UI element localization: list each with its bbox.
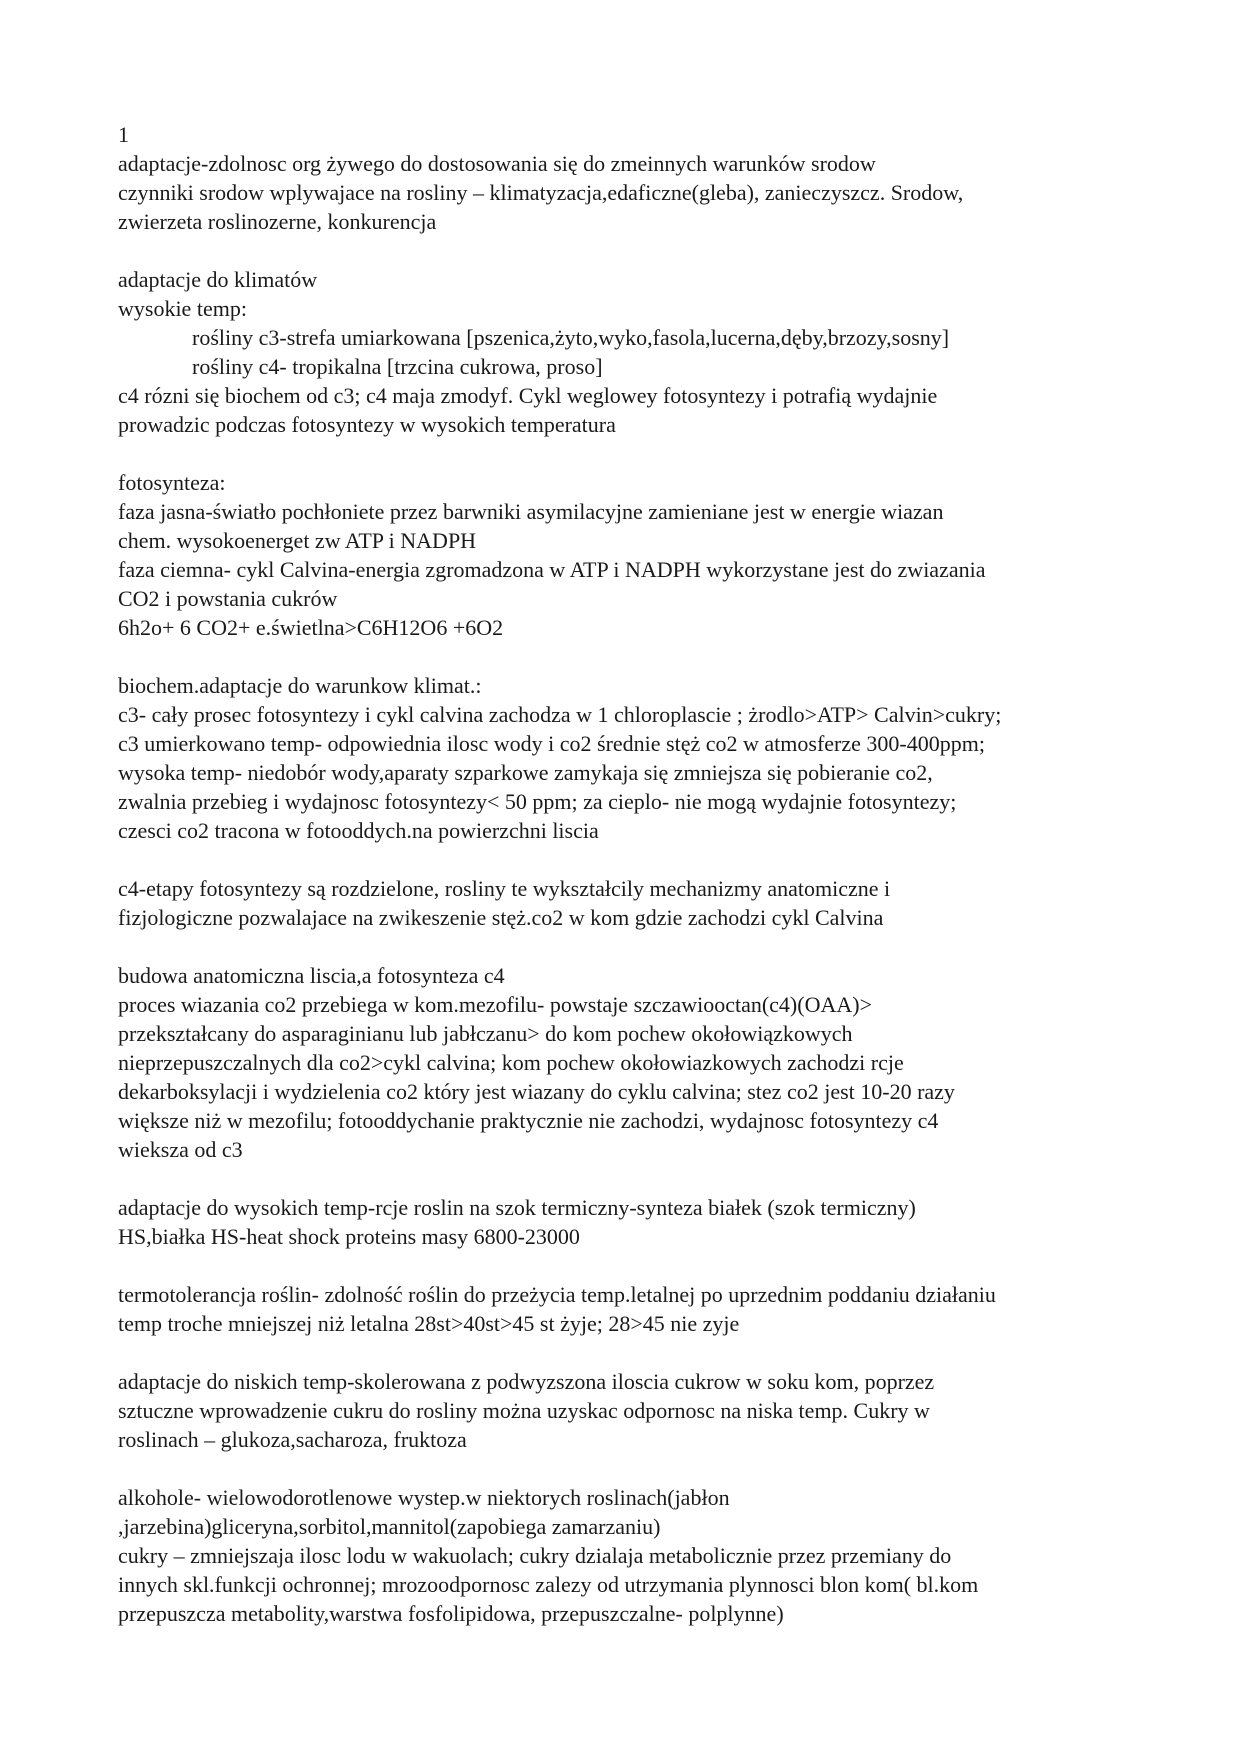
text-line: temp troche mniejszej niż letalna 28st>40st>45 st żyje; 28>45 nie zyje	[118, 1311, 740, 1336]
page-number: 1	[118, 122, 129, 147]
text-line: wysokie temp:	[118, 296, 247, 321]
paragraph-gap	[118, 1454, 1128, 1483]
paragraph-gap	[118, 1164, 1128, 1193]
text-line: budowa anatomiczna liscia,a fotosynteza c4	[118, 963, 505, 988]
paragraph-climate-adaptations	[118, 265, 1128, 439]
paragraph-gap	[118, 845, 1128, 874]
paragraph-definitions	[118, 149, 1128, 236]
paragraph-heat-shock	[118, 1193, 1128, 1251]
text-line: roslinach – glukoza,sacharoza, fruktoza	[118, 1427, 467, 1452]
indented-line: rośliny c4- tropikalna [trzcina cukrowa, proso]	[192, 354, 603, 379]
paragraph-gap	[118, 932, 1128, 961]
paragraph-gap	[118, 439, 1128, 468]
paragraph-c4-stages	[118, 874, 1128, 932]
text-line: czesci co2 tracona w fotooddych.na powierzchni liscia	[118, 818, 599, 843]
text-line: adaptacje do klimatów	[118, 267, 318, 292]
text-line: adaptacje do wysokich temp-rcje roslin na szok termiczny-synteza białek (szok termiczny)	[118, 1195, 916, 1220]
text-line: HS,białka HS-heat shock proteins masy 6800-23000	[118, 1224, 580, 1249]
text-line: zwierzeta roslinozerne, konkurencja	[118, 209, 437, 234]
text-line: faza ciemna- cykl Calvina-energia zgromadzona w ATP i NADPH wykorzystane jest do zwiazania	[118, 557, 986, 582]
text-line: 6h2o+ 6 CO2+ e.świetlna>C6H12O6 +6O2	[118, 615, 504, 640]
text-line: cukry – zmniejszaja ilosc lodu w wakuolach; cukry dzialaja metabolicznie przez przemiany do	[118, 1543, 952, 1568]
text-line: c3- cały prosec fotosyntezy i cykl calvina zachodza w 1 chloroplascie ; żrodlo>ATP> Calvin>cukry;	[118, 702, 1002, 727]
paragraph-gap	[118, 642, 1128, 671]
paragraph-thermotolerance	[118, 1280, 1128, 1338]
text-line: adaptacje do niskich temp-skolerowana z podwyzszona iloscia cukrow w soku kom, poprzez	[118, 1369, 935, 1394]
text-line: faza jasna-światło pochłoniete przez barwniki asymilacyjne zamieniane jest w energie wiazan	[118, 499, 944, 524]
text-line: prowadzic podczas fotosyntezy w wysokich temperatura	[118, 412, 616, 437]
text-line: innych skl.funkcji ochronnej; mrozoodpornosc zalezy od utrzymania plynnosci blon kom( bl.kom	[118, 1572, 979, 1597]
text-line: fotosynteza:	[118, 470, 226, 495]
indented-line: rośliny c3-strefa umiarkowana [pszenica,żyto,wyko,fasola,lucerna,dęby,brzozy,sosny]	[192, 325, 950, 350]
text-line: chem. wysokoenerget zw ATP i NADPH	[118, 528, 477, 553]
paragraph-low-temp	[118, 1367, 1128, 1454]
text-line: termotolerancja roślin- zdolność roślin do przeżycia temp.letalnej po uprzednim poddaniu działaniu	[118, 1282, 996, 1307]
document-body	[118, 120, 1128, 1628]
paragraph-biochem-adaptations	[118, 671, 1128, 845]
text-line: większe niż w mezofilu; fotooddychanie praktycznie nie zachodzi, wydajnosc fotosyntezy c4	[118, 1108, 939, 1133]
text-line: nieprzepuszczalnych dla co2>cykl calvina; kom pochew okołowiazkowych zachodzi rcje	[118, 1050, 904, 1075]
text-line: sztuczne wprowadzenie cukru do rosliny można uzyskac odpornosc na niska temp. Cukry w	[118, 1398, 930, 1423]
text-line: ,jarzebina)gliceryna,sorbitol,mannitol(zapobiega zamarzaniu)	[118, 1514, 661, 1539]
text-line: wysoka temp- niedobór wody,aparaty szparkowe zamykaja się zmniejsza się pobieranie co2,	[118, 760, 933, 785]
text-line: proces wiazania co2 przebiega w kom.mezofilu- powstaje szczawiooctan(c4)(OAA)>	[118, 992, 872, 1017]
text-line: biochem.adaptacje do warunkow klimat.:	[118, 673, 482, 698]
text-line: CO2 i powstania cukrów	[118, 586, 338, 611]
text-line: c4-etapy fotosyntezy są rozdzielone, rosliny te wykształcily mechanizmy anatomiczne i	[118, 876, 891, 901]
text-line: c3 umierkowano temp- odpowiednia ilosc wody i co2 średnie stęż co2 w atmosferze 300-400ppm;	[118, 731, 985, 756]
text-line: zwalnia przebieg i wydajnosc fotosyntezy< 50 ppm; za cieplo- nie mogą wydajnie fotosyntezy;	[118, 789, 957, 814]
paragraph-photosynthesis	[118, 468, 1128, 642]
paragraph-gap	[118, 236, 1128, 265]
text-line: wieksza od c3	[118, 1137, 243, 1162]
text-line: czynniki srodow wplywajace na rosliny – klimatyzacja,edaficzne(gleba), zanieczyszcz. Srodow,	[118, 180, 964, 205]
text-line: fizjologiczne pozwalajace na zwikeszenie stęż.co2 w kom gdzie zachodzi cykl Calvina	[118, 905, 884, 930]
paragraph-gap	[118, 1338, 1128, 1367]
text-line: c4 rózni się biochem od c3; c4 maja zmodyf. Cykl weglowey fotosyntezy i potrafią wydajnie	[118, 383, 938, 408]
text-line: alkohole- wielowodorotlenowe wystep.w niektorych roslinach(jabłon	[118, 1485, 730, 1510]
text-line: adaptacje-zdolnosc org żywego do dostosowania się do zmeinnych warunków srodow	[118, 151, 876, 176]
text-line: dekarboksylacji i wydzielenia co2 który jest wiazany do cyklu calvina; stez co2 jest 10-20 razy	[118, 1079, 955, 1104]
paragraph-alcohols	[118, 1483, 1128, 1628]
paragraph-leaf-anatomy	[118, 961, 1128, 1164]
paragraph-gap	[118, 1251, 1128, 1280]
text-line: przekształcany do asparaginianu lub jabłczanu> do kom pochew okołowiązkowych	[118, 1021, 853, 1046]
text-line: przepuszcza metabolity,warstwa fosfolipidowa, przepuszczalne- polplynne)	[118, 1601, 784, 1626]
